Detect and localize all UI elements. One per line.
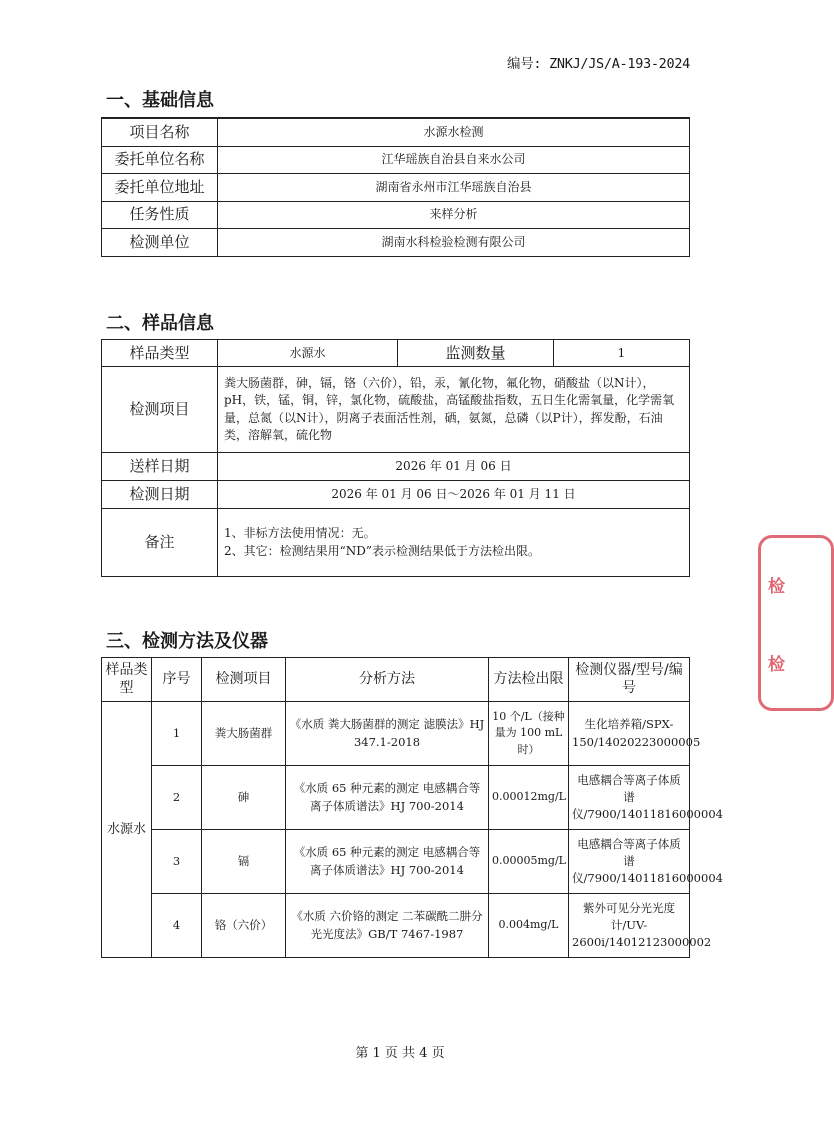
table-row xyxy=(102,146,690,174)
cell-sample-type: 水源水 xyxy=(102,702,152,958)
cell-seq: 1 xyxy=(152,702,202,766)
label-test-items: 检测项目 xyxy=(102,367,218,453)
table-row xyxy=(102,229,690,257)
label-send-date: 送样日期 xyxy=(102,453,218,481)
table-row xyxy=(102,509,690,577)
table-row xyxy=(102,174,690,202)
document-number: 编号: ZNKJ/JS/A-193-2024 xyxy=(507,56,690,72)
cell-instrument: 生化培养箱/SPX-150/14020223000005 xyxy=(569,702,690,766)
cell-seq: 2 xyxy=(152,766,202,830)
table-row xyxy=(102,894,690,958)
cell-item: 砷 xyxy=(202,766,286,830)
header-seq: 序号 xyxy=(152,658,202,702)
header-method: 分析方法 xyxy=(286,658,489,702)
section-title-basic-info: 一、基础信息 xyxy=(106,90,214,111)
value-testing-unit: 湖南水科检验检测有限公司 xyxy=(218,229,690,257)
table-row xyxy=(102,340,690,367)
section-title-methods: 三、检测方法及仪器 xyxy=(106,631,268,652)
sample-info-table xyxy=(101,339,690,577)
table-row xyxy=(102,453,690,481)
basic-info-table xyxy=(101,117,690,257)
table-row xyxy=(102,367,690,453)
table-row xyxy=(102,766,690,830)
table-row xyxy=(102,118,690,146)
cell-instrument: 电感耦合等离子体质谱仪/7900/14011816000004 xyxy=(569,830,690,894)
label-testing-unit: 检测单位 xyxy=(102,229,218,257)
value-test-date: 2026 年 01 月 06 日～2026 年 01 月 11 日 xyxy=(218,481,690,509)
label-remark: 备注 xyxy=(102,509,218,577)
table-row xyxy=(102,702,690,766)
label-client-address: 委托单位地址 xyxy=(102,174,218,202)
header-sample-type: 样品类型 xyxy=(102,658,152,702)
cell-method: 《水质 65 种元素的测定 电感耦合等离子体质谱法》HJ 700-2014 xyxy=(286,830,489,894)
label-project-name: 项目名称 xyxy=(102,118,218,146)
seal-char: 检 xyxy=(768,655,785,675)
cell-item: 铬（六价） xyxy=(202,894,286,958)
cell-item: 镉 xyxy=(202,830,286,894)
label-monitor-count: 监测数量 xyxy=(398,340,554,367)
header-limit: 方法检出限 xyxy=(489,658,569,702)
cell-instrument: 紫外可见分光光度计/UV-2600i/14012123000002 xyxy=(569,894,690,958)
label-sample-type: 样品类型 xyxy=(102,340,218,367)
red-seal-stamp xyxy=(758,535,834,711)
value-test-items: 粪大肠菌群，砷，镉，铬（六价），铅，汞，氰化物，氟化物，硝酸盐（以N计），pH，铁，锰，铜，锌，氯化物，硫酸盐，高锰酸盐指数，五日生化需氧量，化学需氧量，总氮（以N计），阴离子表面活性剂，硒，氨氮，总磷（以P计），挥发酚，石油类，溶解氧，硫化物 xyxy=(218,367,690,453)
value-client-address: 湖南省永州市江华瑶族自治县 xyxy=(218,174,690,202)
label-client-name: 委托单位名称 xyxy=(102,146,218,174)
methods-table xyxy=(101,657,723,958)
value-task-type: 来样分析 xyxy=(218,201,690,229)
value-client-name: 江华瑶族自治县自来水公司 xyxy=(218,146,690,174)
remark-line-1: 1、非标方法使用情况：无。 xyxy=(224,526,376,541)
value-sample-type: 水源水 xyxy=(218,340,398,367)
cell-limit: 10 个/L（接种量为 100 mL 时） xyxy=(489,702,569,766)
page-footer: 第 1 页 共 4 页 xyxy=(355,1046,445,1061)
label-task-type: 任务性质 xyxy=(102,201,218,229)
table-row xyxy=(102,201,690,229)
seal-char: 检 xyxy=(768,577,785,597)
table-row xyxy=(102,830,690,894)
section-title-sample-info: 二、样品信息 xyxy=(106,313,214,334)
value-monitor-count: 1 xyxy=(554,340,690,367)
cell-method: 《水质 65 种元素的测定 电感耦合等离子体质谱法》HJ 700-2014 xyxy=(286,766,489,830)
table-row xyxy=(102,481,690,509)
header-item: 检测项目 xyxy=(202,658,286,702)
cell-item: 粪大肠菌群 xyxy=(202,702,286,766)
cell-limit: 0.004mg/L xyxy=(489,894,569,958)
value-project-name: 水源水检测 xyxy=(218,118,690,146)
value-send-date: 2026 年 01 月 06 日 xyxy=(218,453,690,481)
remark-line-2: 2、其它：检测结果用“ND”表示检测结果低于方法检出限。 xyxy=(224,543,541,558)
cell-seq: 4 xyxy=(152,894,202,958)
cell-limit: 0.00005mg/L xyxy=(489,830,569,894)
cell-instrument: 电感耦合等离子体质谱仪/7900/14011816000004 xyxy=(569,766,690,830)
value-remark xyxy=(218,509,690,577)
cell-method: 《水质 粪大肠菌群的测定 滤膜法》HJ 347.1-2018 xyxy=(286,702,489,766)
table-header-row xyxy=(102,658,690,702)
header-instrument: 检测仪器/型号/编号 xyxy=(569,658,690,702)
cell-seq: 3 xyxy=(152,830,202,894)
cell-limit: 0.00012mg/L xyxy=(489,766,569,830)
cell-method: 《水质 六价铬的测定 二苯碳酰二肼分光光度法》GB/T 7467-1987 xyxy=(286,894,489,958)
label-test-date: 检测日期 xyxy=(102,481,218,509)
